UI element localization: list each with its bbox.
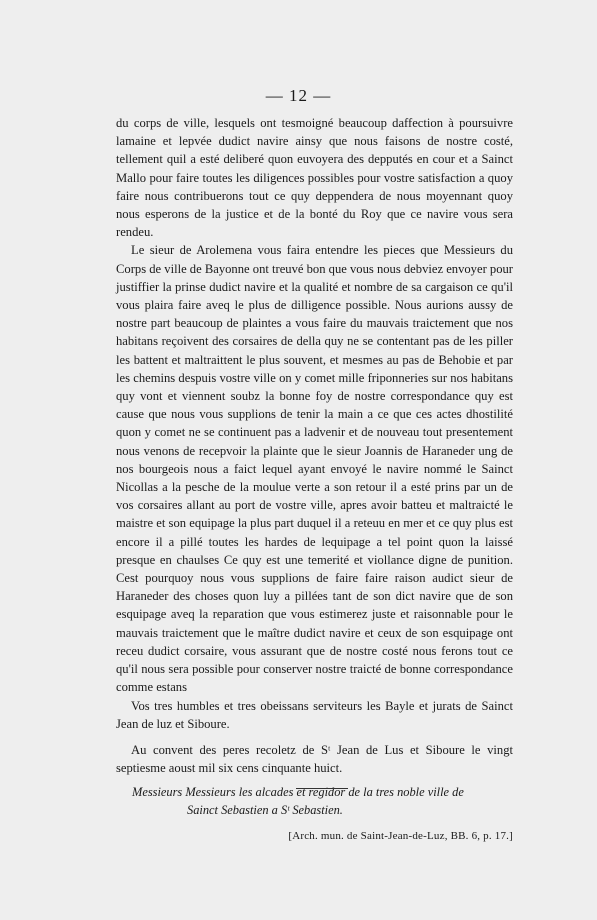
paragraph-continuation: du corps de ville, lesquels ont tesmoigné beaucoup daffection à poursuivre lamaine et lepvée dudict navire ainsy que nous faisons de nostre costé, tellement quil a esté deliberé quon euvoyera des depputés en cour et a Sainct Mallo pour faire toutes les diligences possibles pour vostre satisfaction a quoy faire nous contribuerons tout ce quy deppendera de nous moyennant quoy nous esperons de la justice et de la bonté du Roy que ce navire vous sera rendeu. <box>116 116 513 240</box>
closing-rule <box>296 788 348 789</box>
letter-body <box>116 114 513 846</box>
paragraph-signature: Vos tres humbles et tres obeissans serviteurs les Bayle et jurats de Sainct Jean de luz et Siboure. <box>116 698 513 731</box>
paragraph-dateline: Au convent des peres recoletz de Sᵗ Jean de Lus et Siboure le vingt septiesme aoust mil six cens cinquante huict. <box>116 742 513 776</box>
page-number: — 12 — <box>265 86 332 105</box>
archive-citation: [Arch. mun. de Saint-Jean-de-Luz, BB. 6, p. 17.] <box>288 830 513 843</box>
paragraph-arolemena: Le sieur de Arolemena vous faira entendre les pieces que Messieurs du Corps de ville de Bayonne ont treuvé bon que vous nous debviez envoyer pour justiffier la prinse dudict navire et la qualité et nombre de sa cargaison ce qu'il vous plaira faire aveq le plus de dilligence possible. Nous aurions aussy de nostre part beaucoup de plaintes a vous faire du mauvais traictement que nos habitans reçoivent des corsaires de della quy ne se contentant pas de les piller les battent et maltraittent le plus souvent, et mesmes au pas de Behobie et par les chemins despuis vostre ville on y comet mille friponneries sur nos habitans quy vont et viennent soubz la bonne foy de nostre correspondance quy est cause que nous vous supplions de tenir la main a ce que ces actes dhostilité quon y comet ne se continuent pas a ladvenir et de nouveau tout presentement nous venons de recepvoir la plainte que le sieur Joannis de Haraneder ung de nos bourgeois nous a faict lequel ayant envoyé le navire nommé le Sainct Nicollas a la pesche de la moulue verte a son retour il a esté prins par un de vos corsaires allant au port de vostre ville, apres avoir batteu et maltraicté le maistre et son equipage la plus part duquel il a reteuu en mer et ce quy plus est encore il a pillé toutes les hardes de lequipage a tel point quon la laissé presque en chaulses Ce quy est une temerité et viollance digne de punition. Cest pourquoy nous vous supplions de faire faire raison audict sieur de Haraneder des choses quon luy a pillées tant de son dict navire que de son esquipage aveq la reparation que vous estimerez juste et raisonnable pour le mauvais traictement que le maître dudict navire et ceux de son esquipage ont receu dudict corsaire, vous assurant que de nostre costé nous ferons tout ce qu'il nous sera possible pour conserver nostre traicté de bonne correspondance comme estans <box>116 243 513 695</box>
address-line-1: Messieurs Messieurs les alcades et regidor de la tres noble ville de <box>132 785 464 800</box>
address-line-2: Sainct Sebastien a Sᵗ Sebastien. <box>187 803 343 818</box>
